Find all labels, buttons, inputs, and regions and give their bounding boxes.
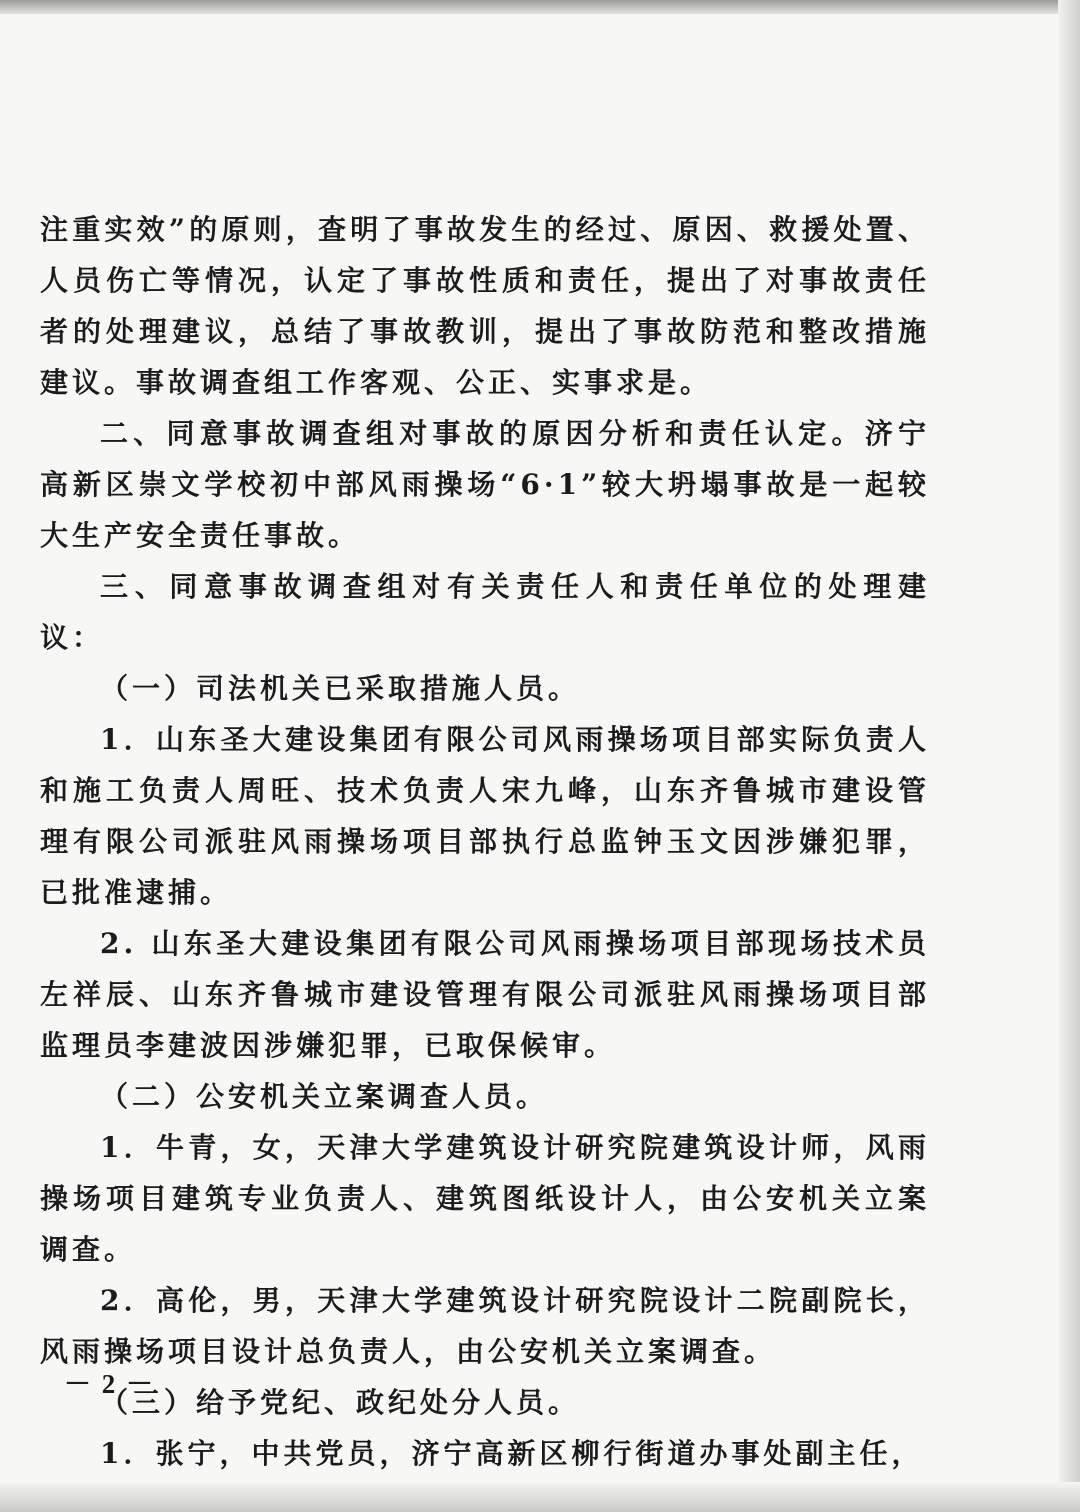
- scan-right-edge: [1058, 0, 1080, 1512]
- paragraph-item-two: 二、同意事故调查组对事故的原因分析和责任认定。济宁高新区崇文学校初中部风雨操场“6·1”较大坍塌事故是一起较大生产安全责任事故。: [40, 417, 930, 552]
- scan-bottom-edge: [0, 1482, 1080, 1512]
- paragraph-item-three: 三、同意事故调查组对有关责任人和责任单位的处理建议：: [40, 570, 930, 654]
- scan-top-edge: [0, 0, 1080, 14]
- paragraph-police-2: 2．高伦，男，天津大学建筑设计研究院设计二院副院长，风雨操场项目设计总负责人，由公安机关立案调查。: [40, 1284, 930, 1368]
- paragraph-discipline-1: 1．张宁，中共党员，济宁高新区柳行街道办事处副主任，: [100, 1437, 924, 1470]
- paragraph-police-1: 1．牛青，女，天津大学建筑设计研究院建筑设计师，风雨操场项目建筑专业负责人、建筑图纸设计人，由公安机关立案调查。: [40, 1131, 930, 1266]
- section-heading-police: （二）公安机关立案调查人员。: [100, 1080, 549, 1113]
- section-heading-judicial: （一）司法机关已采取措施人员。: [100, 672, 581, 705]
- section-heading-discipline: （三）给予党纪、政纪处分人员。: [100, 1386, 581, 1419]
- paragraph-judicial-1: 1．山东圣大建设集团有限公司风雨操场项目部实际负责人和施工负责人周旺、技术负责人宋九峰，山东齐鲁城市建设管理有限公司派驻风雨操场项目部执行总监钟玉文因涉嫌犯罪，已批准逮捕。: [40, 723, 930, 909]
- paragraph-judicial-2: 2. 山东圣大建设集团有限公司风雨操场项目部现场技术员左祥辰、山东齐鲁城市建设管理有限公司派驻风雨操场项目部监理员李建波因涉嫌犯罪，已取保候审。: [40, 927, 930, 1062]
- paragraph-principles-summary: 注重实效”的原则，查明了事故发生的经过、原因、救援处置、人员伤亡等情况，认定了事故性质和责任，提出了对事故责任者的处理建议，总结了事故教训，提出了事故防范和整改措施建议。事故调查组工作客观、公正、实事求是。: [40, 213, 930, 399]
- page-number: － 2 －: [64, 1369, 155, 1399]
- document-body: [40, 204, 930, 1479]
